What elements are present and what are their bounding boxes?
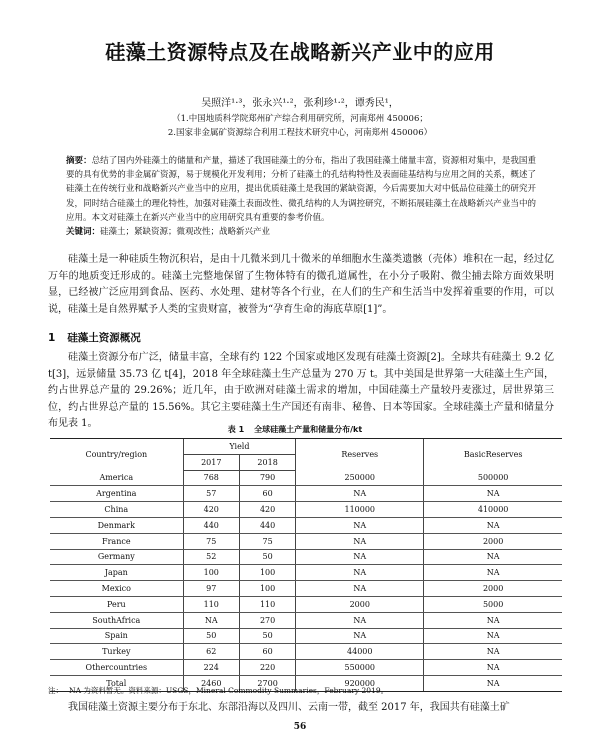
table-cell: 420 bbox=[183, 502, 239, 518]
table-cell: Japan bbox=[50, 565, 183, 581]
table-row bbox=[50, 470, 562, 486]
table-cell: 57 bbox=[183, 486, 239, 502]
table-cell: NA bbox=[424, 660, 562, 676]
table-cell: 44000 bbox=[296, 644, 424, 660]
abstract-label: 摘要： bbox=[66, 156, 92, 166]
section-number: 1 bbox=[48, 332, 56, 344]
table-cell: 2000 bbox=[424, 581, 562, 597]
table-cell: 60 bbox=[239, 486, 295, 502]
table-cell: NA bbox=[424, 486, 562, 502]
table-cell: NA bbox=[424, 549, 562, 565]
section-paragraph: 硅藻土资源分布广泛，储量丰富，全球有约 122 个国家或地区发现有硅藻土资源[2]。全球共有硅藻土 9.2 亿 t[3]，远景储量 35.73 亿 t[4]，2018 年全球硅藻土生产总量为 270 万 t。其中美国是世界第一大硅藻土生产国，约占世界总产量的 29.26%；近几年，由于欧洲对硅藻土需求的增加，中国硅藻土产量较丹麦涨过，居世界第三位，约占世界总产量的 15.56%。其它主要硅藻土生产国还有南非、秘鲁、日本等国家。全球硅藻土产量和储量分布见表 1。 bbox=[48, 352, 554, 429]
table-caption-number: 表 1 bbox=[227, 425, 245, 434]
table-cell: 420 bbox=[239, 502, 295, 518]
table-cell: NA bbox=[296, 565, 424, 581]
section-title: 硅藻土资源概况 bbox=[67, 332, 141, 344]
table-cell: NA bbox=[296, 549, 424, 565]
page-number: 56 bbox=[293, 722, 307, 732]
table-cell: NA bbox=[424, 565, 562, 581]
keywords-text: 硅藻土；紧缺资源；微观改性；战略新兴产业 bbox=[100, 227, 271, 238]
table-cell: NA bbox=[296, 517, 424, 533]
table-cell: 920000 bbox=[296, 675, 424, 691]
table-cell: 270 bbox=[239, 612, 295, 628]
table-cell: Turkey bbox=[50, 644, 183, 660]
table-note-label: 注： bbox=[48, 686, 63, 695]
table-cell: 2000 bbox=[424, 533, 562, 549]
abstract-text: 总结了国内外硅藻土的储量和产量，描述了我国硅藻土的分布，指出了我国硅藻土储量丰富，资源相对集中，是我国重要的具有优势的非金属矿资源，易于规模化开发利用；分析了硅藻土的孔结构特性及表面硅基结构与应用之间的关系，概述了硅藻土在传统行业和战略新兴产业当中的应用，提出优质硅藻土是我国的紧缺资源，今后需要加大对中低品位硅藻土的研究开发，同时结合硅藻土的理化特性，加强对硅藻土表面改性、微孔结构的人为调控研究，不断拓展硅藻土在战略新兴产业当中的应用。本文对硅藻土在新兴产业当中的应用研究具有重要的参考价值。 bbox=[66, 156, 536, 223]
col-header-reserves: Reserves bbox=[296, 439, 424, 471]
table-cell: 60 bbox=[239, 644, 295, 660]
intro-paragraph: 硅藻土是一种硅质生物沉积岩，是由十几微米到几十微米的单细胞水生藻类遗骸（壳体）堆积在一起，经过亿万年的地质变迁形成的。硅藻土完整地保留了生物体特有的微孔道属性，在小分子吸附、微尘捕去除方面效果明显，已经被广泛应用到食品、医药、水处理、建材等各个行业，在人们的生产和生活当中发挥着重要的作用，可以说，硅藻土是自然界赋予人类的宝贵财富，被誉为“孕育生命的海底草原[1]”。 bbox=[48, 254, 554, 315]
table-cell: 110 bbox=[239, 596, 295, 612]
table-cell: America bbox=[50, 470, 183, 486]
author-list: 吴照洋¹·³，张永兴¹·²，张利珍¹·²，谭秀民¹， bbox=[201, 98, 399, 109]
table-cell: 790 bbox=[239, 470, 295, 486]
table-cell: 50 bbox=[239, 628, 295, 644]
diatomite-table bbox=[50, 438, 562, 692]
table-cell: NA bbox=[424, 612, 562, 628]
table-cell: Denmark bbox=[50, 517, 183, 533]
table-cell: 100 bbox=[183, 565, 239, 581]
table-cell: 2000 bbox=[296, 596, 424, 612]
table-caption bbox=[0, 424, 600, 435]
table-cell: 52 bbox=[183, 549, 239, 565]
table-cell: 75 bbox=[183, 533, 239, 549]
col-header-yield: Yield bbox=[183, 439, 296, 455]
table-cell: Total bbox=[50, 675, 183, 691]
table-cell: 50 bbox=[183, 628, 239, 644]
table-cell: NA bbox=[424, 628, 562, 644]
table-row bbox=[50, 486, 562, 502]
table-row bbox=[50, 612, 562, 628]
table-row bbox=[50, 628, 562, 644]
table-row bbox=[50, 565, 562, 581]
table-cell: Peru bbox=[50, 596, 183, 612]
table-cell: 50 bbox=[239, 549, 295, 565]
table-cell: Othercountries bbox=[50, 660, 183, 676]
table-note-text: NA 为资料暂无。资料来源：USGS，Mineral Commodity Summaries，February 2019。 bbox=[69, 686, 389, 695]
paper-title: 硅藻土资源特点及在战略新兴产业中的应用 bbox=[105, 40, 495, 64]
table-cell: NA bbox=[424, 644, 562, 660]
col-header-basic-reserves: BasicReserves bbox=[424, 439, 562, 471]
table-cell: 110 bbox=[183, 596, 239, 612]
affiliation-2: 2.国家非金属矿资源综合利用工程技术研究中心，河南郑州 450006） bbox=[167, 128, 433, 138]
table-cell: SouthAfrica bbox=[50, 612, 183, 628]
table-cell: Mexico bbox=[50, 581, 183, 597]
table-cell: NA bbox=[296, 486, 424, 502]
table-cell: Argentina bbox=[50, 486, 183, 502]
keywords-label: 关键词： bbox=[66, 227, 101, 238]
table-cell: 5000 bbox=[424, 596, 562, 612]
section-heading bbox=[48, 330, 141, 345]
table-cell: NA bbox=[296, 612, 424, 628]
table-row bbox=[50, 581, 562, 597]
table-cell: NA bbox=[424, 517, 562, 533]
col-header-country: Country/region bbox=[50, 439, 183, 471]
table-row bbox=[50, 596, 562, 612]
table-cell: 220 bbox=[239, 660, 295, 676]
table-cell: 100 bbox=[239, 581, 295, 597]
table-cell: NA bbox=[424, 675, 562, 691]
abstract bbox=[66, 154, 536, 239]
table-row bbox=[50, 517, 562, 533]
closing-paragraph: 我国硅藻土资源主要分布于东北、东部沿海以及四川、云南一带，截至 2017 年，我国共有硅藻土矿 bbox=[68, 702, 510, 713]
table-cell: 75 bbox=[239, 533, 295, 549]
table-row bbox=[50, 644, 562, 660]
table-row bbox=[50, 502, 562, 518]
table-cell: Germany bbox=[50, 549, 183, 565]
table-cell: 224 bbox=[183, 660, 239, 676]
table-cell: China bbox=[50, 502, 183, 518]
table-cell: 110000 bbox=[296, 502, 424, 518]
table-cell: NA bbox=[183, 612, 239, 628]
table-caption-text: 全球硅藻土产量和储量分布/kt bbox=[254, 425, 363, 434]
table-note bbox=[48, 685, 388, 696]
table-cell: 440 bbox=[183, 517, 239, 533]
table-cell: NA bbox=[296, 628, 424, 644]
table-cell: 2460 bbox=[183, 675, 239, 691]
table-cell: 500000 bbox=[424, 470, 562, 486]
table-cell: France bbox=[50, 533, 183, 549]
table-cell: NA bbox=[296, 533, 424, 549]
table-row bbox=[50, 549, 562, 565]
col-header-year-2018: 2018 bbox=[239, 454, 295, 470]
table-row bbox=[50, 660, 562, 676]
table-cell: Spain bbox=[50, 628, 183, 644]
table-cell: NA bbox=[296, 581, 424, 597]
table-cell: 768 bbox=[183, 470, 239, 486]
table-row bbox=[50, 533, 562, 549]
table-cell: 550000 bbox=[296, 660, 424, 676]
table-cell: 410000 bbox=[424, 502, 562, 518]
table-cell: 62 bbox=[183, 644, 239, 660]
table-body bbox=[50, 470, 562, 691]
table-cell: 2700 bbox=[239, 675, 295, 691]
table-cell: 440 bbox=[239, 517, 295, 533]
table-cell: 250000 bbox=[296, 470, 424, 486]
table-cell: 97 bbox=[183, 581, 239, 597]
affiliation-1: （1.中国地质科学院郑州矿产综合利用研究所，河南郑州 450006； bbox=[172, 114, 428, 124]
col-header-year-2017: 2017 bbox=[183, 454, 239, 470]
table-cell: 100 bbox=[239, 565, 295, 581]
